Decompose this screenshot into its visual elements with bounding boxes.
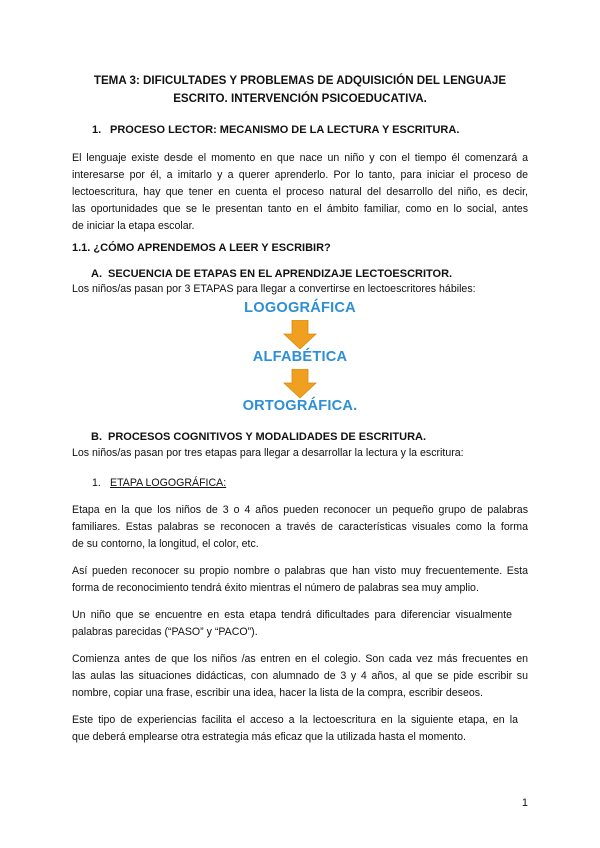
intro-line-2: interesarse por él, a imitarlo y a querer aprenderlo. Por lo tanto, para iniciar el proceso de	[72, 169, 528, 181]
down-arrow-icon	[283, 369, 317, 399]
para-2-line-1: Así pueden reconocer su propio nombre o palabras que han visto muy frecuentemente. Esta	[72, 565, 528, 577]
subsection-a-text: Los niños/as pasan por 3 ETAPAS para llegar a convertirse en lectoescritores hábiles:	[72, 283, 476, 295]
stage-ortografica-label: ORTOGRÁFICA.	[242, 398, 358, 414]
intro-line-4: las oportunidades que se le presentan tanto en el ámbito familiar, como en lo social, antes	[72, 203, 528, 215]
para-3-line-1: Un niño que se encuentre en esta etapa tendrá dificultades para diferenciar visualmente	[72, 609, 512, 621]
subsection-a-heading: SECUENCIA DE ETAPAS EN EL APRENDIZAJE LECTOESCRITOR.	[108, 268, 453, 280]
para-3-line-2: palabras parecidas (“PASO” y “PACO”).	[72, 626, 258, 638]
stage-alfabetica-label: ALFABÉTICA	[252, 349, 348, 365]
para-4-line-2: las aulas las situaciones didácticas, con alumnado de 3 y 4 años, al que se pide escribir su	[72, 670, 528, 682]
subsection-1-1-heading: 1.1. ¿CÓMO APRENDEMOS A LEER Y ESCRIBIR?	[72, 242, 331, 254]
doc-title-line-2: ESCRITO. INTERVENCIÓN PSICOEDUCATIVA.	[173, 92, 427, 105]
para-1-line-2: familiares. Estas palabras se reconocen a través de características visuales como la forma	[72, 521, 528, 533]
down-arrow-icon	[283, 320, 317, 350]
list-item-number: 1.	[92, 477, 101, 489]
doc-title-line-1: TEMA 3: DIFICULTADES Y PROBLEMAS DE ADQUISICIÓN DEL LENGUAJE	[93, 74, 507, 87]
para-5-line-1: Este tipo de experiencias facilita el acceso a la lectoescritura en la siguiente etapa, en la	[72, 714, 518, 726]
page-number: 1	[521, 797, 528, 809]
subsection-a-letter: A.	[91, 268, 102, 280]
para-1-line-1: Etapa en la que los niños de 3 o 4 años pueden reconocer un pequeño grupo de palabras	[72, 504, 528, 516]
list-item-label: ETAPA LOGOGRÁFICA:	[110, 477, 227, 489]
para-5-line-2: que deberá emplearse otra estrategia más eficaz que la utilizada hasta el momento.	[72, 731, 466, 743]
stage-logografica-label: LOGOGRÁFICA	[244, 300, 356, 316]
intro-line-1: El lenguaje existe desde el momento en que nace un niño y con el tiempo él comenzará a	[72, 152, 528, 164]
intro-line-3: lectoescritura, hay que tener en cuenta el proceso natural del desarrollo del niño, es decir,	[72, 186, 528, 198]
subsection-b-letter: B.	[91, 431, 102, 443]
para-1-line-3: de su contorno, la longitud, el color, etc.	[72, 538, 259, 550]
subsection-b-text: Los niños/as pasan por tres etapas para llegar a desarrollar la lectura y la escritura:	[72, 447, 464, 459]
section-1-number: 1.	[92, 124, 102, 136]
section-1-heading: PROCESO LECTOR: MECANISMO DE LA LECTURA Y ESCRITURA.	[110, 124, 460, 136]
subsection-b-heading: PROCESOS COGNITIVOS Y MODALIDADES DE ESCRITURA.	[108, 431, 427, 443]
para-4-line-3: nombre, copiar una frase, escribir una idea, hacer la lista de la compra, escribir deseos.	[72, 687, 484, 699]
para-2-line-2: forma de reconocimiento tendrá éxito mientras el número de palabras sea muy amplio.	[72, 582, 479, 594]
intro-line-5: de iniciar la etapa escolar.	[72, 220, 195, 232]
para-4-line-1: Comienza antes de que los niños /as entren en el colegio. Son cada vez más frecuentes en	[72, 653, 528, 665]
